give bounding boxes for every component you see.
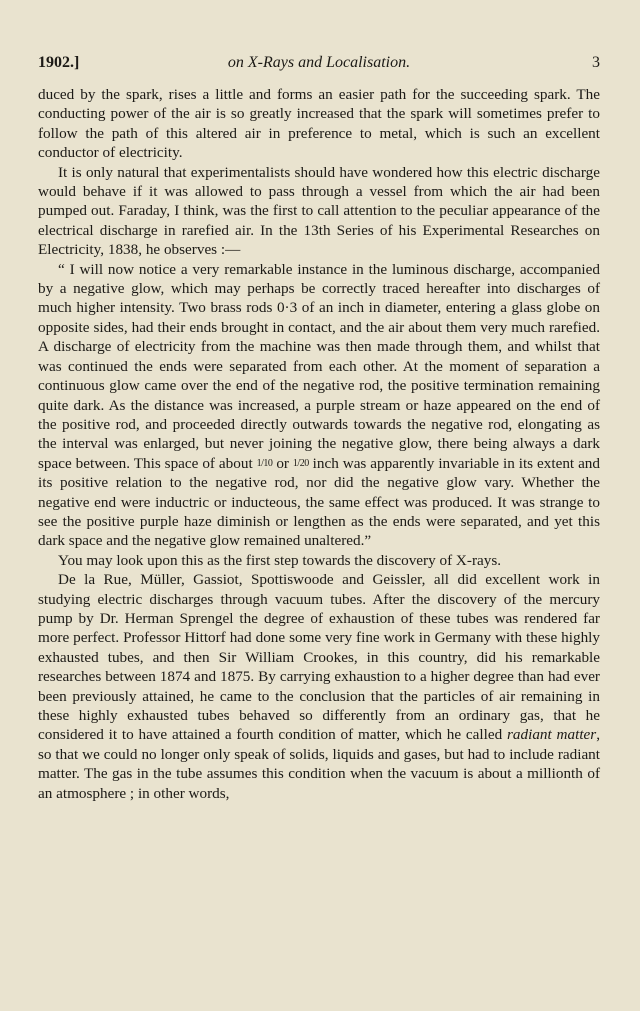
- header-year: 1902.]: [38, 54, 80, 71]
- quotation-text-2: or: [272, 454, 293, 472]
- paragraph-5-text-2: , so that we could no longer only speak of solids, liquids and gases, but had to include radiant matter. The gas in the tube assumes this condition when the vacuum is about a millionth of an atmosphere ; in other words,: [38, 726, 600, 802]
- quotation-text-3: inch was apparently invariable in its extent and its positive relation to the negative rod, nor did the negative glow vary. Whether the negative end were inductric or inducteous, the same effect was produced. It was strange to see the positive purple haze diminish or lengthen as the ends were separated, and yet this dark space and the negative glow remained unaltered.”: [38, 454, 600, 550]
- radiant-matter-emphasis: radiant matter: [507, 726, 597, 744]
- running-header: [38, 50, 600, 76]
- paragraph-4: You may look upon this as the first step towards the discovery of X-rays.: [58, 551, 502, 569]
- fraction-one-tenth: 1/10: [256, 457, 273, 469]
- fraction-one-twentieth: 1/20: [292, 457, 309, 469]
- paragraph-2: It is only natural that experimentalists should have wondered how this electric discharge would behave if it was allowed to pass through a vessel from which the air had been pumped out. Faraday, I think, was the first to call attention to the peculiar appearance of the electrical discharge in rarefied air. In the 13th Series of his Experimental Researches on Electricity, 1838, he observes :—: [38, 163, 600, 259]
- header-title: on X-Rays and Localisation.: [227, 54, 411, 71]
- paragraph-5: [38, 570, 600, 803]
- quotation-text-1: “ I will now notice a very remarkable instance in the luminous discharge, accompanied by a negative glow, which may perhaps be correctly traced hereafter into discharges of much higher intensity. Two brass rods 0·3 of an inch in diameter, entering a glass globe on opposite sides, had their ends brought in contact, and the air about them very much rarefied. A discharge of electricity from the machine was then made through them, and whilst that was continued the ends were separated from each other. At the moment of separation a continuous glow came over the end of the negative rod, the positive termination remaining quite dark. As the distance was increased, a purple stream or haze appeared on the end of the positive rod, and proceeded directly outwards towards the negative rod, elongating as the interval was enlarged, but never joining the negative glow, there being always a dark space between. This space of about: [38, 260, 600, 472]
- paragraph-1: duced by the spark, rises a little and forms an easier path for the succeeding spark. The conducting power of the air is so greatly increased that the spark will sometimes prefer to follow the path of this altered air in preference to metal, which is such an excellent conductor of electricity.: [38, 86, 600, 162]
- body-text: [38, 85, 600, 803]
- quotation-paragraph: [38, 260, 600, 551]
- page-number: 3: [592, 54, 600, 71]
- paragraph-5-text-1: De la Rue, Müller, Gassiot, Spottiswoode and Geissler, all did excellent work in studying electric discharges through vacuum tubes. After the discovery of the mercury pump by Dr. Herman Sprengel the degree of exhaustion of these tubes was rendered far more perfect. Professor Hittorf had done some very fine work in Germany with these highly exhausted tubes, and then Sir William Crookes, in this country, did his remarkable researches between 1874 and 1875. By carrying exhaustion to a higher degree than had ever been previously attained, he came to the conclusion that the particles of air remaining in these highly exhausted tubes behaved so differently from an ordinary gas, that he considered it to have attained a fourth condition of matter, which he called: [38, 571, 600, 744]
